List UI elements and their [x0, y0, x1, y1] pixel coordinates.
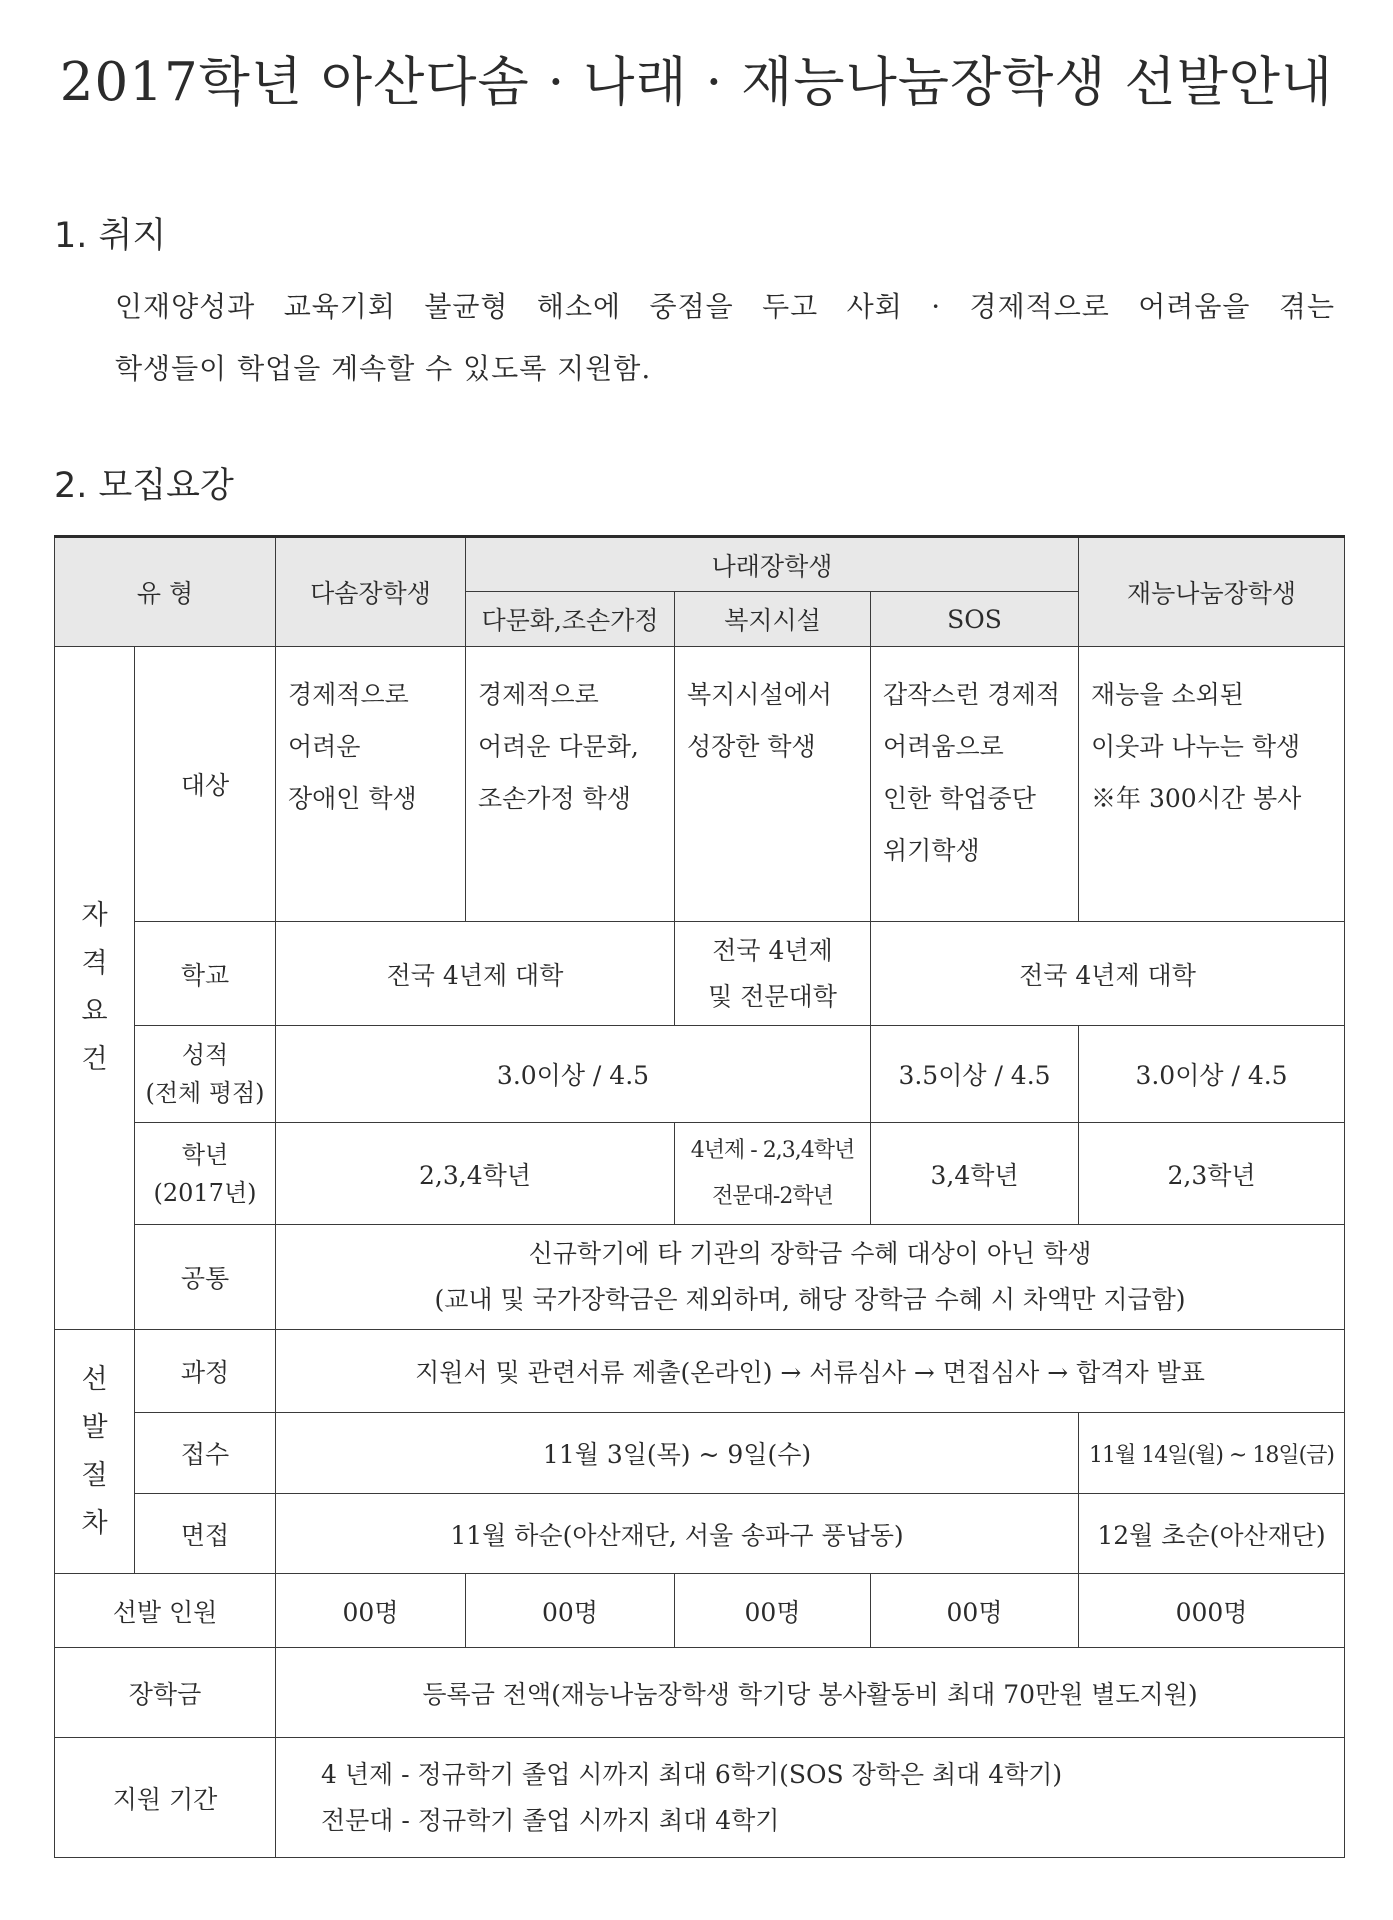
- school-label: 학교: [135, 922, 276, 1026]
- qualification-group-label: 자 격 요 건: [55, 647, 135, 1330]
- receipt-talent: 11월 14일(월) ~ 18일(금): [1079, 1413, 1345, 1494]
- interview-talent: 12월 초순(아산재단): [1079, 1494, 1345, 1574]
- recruitment-table: [54, 535, 1345, 1858]
- selection-group-label: 선 발 절 차: [55, 1330, 135, 1574]
- quota-dasom: 00명: [276, 1574, 466, 1648]
- target-talent: 재능을 소외된 이웃과 나누는 학생 ※年 300시간 봉사: [1079, 647, 1345, 922]
- row-gpa: [55, 1026, 1345, 1123]
- year-welfare: 4년제 - 2,3,4학년 전문대-2학년: [675, 1123, 871, 1225]
- process-value: 지원서 및 관련서류 제출(온라인) → 서류심사 → 면접심사 → 합격자 발표: [276, 1330, 1345, 1413]
- section-recruitment-heading: 2. 모집요강: [54, 466, 234, 506]
- target-sos: 갑작스런 경제적 어려움으로 인한 학업중단 위기학생: [871, 647, 1079, 922]
- interview-label: 면접: [135, 1494, 276, 1574]
- year-sos: 3,4학년: [871, 1123, 1079, 1225]
- section-purpose-text: [115, 276, 1335, 400]
- receipt-left: 11월 3일(목) ~ 9일(수): [276, 1413, 1079, 1494]
- row-interview: [55, 1494, 1345, 1574]
- year-talent: 2,3학년: [1079, 1123, 1345, 1225]
- gpa-sos: 3.5이상 / 4.5: [871, 1026, 1079, 1123]
- school-left: 전국 4년제 대학: [276, 922, 675, 1026]
- header-narae-multicultural: 다문화,조손가정: [466, 592, 675, 647]
- row-year: [55, 1123, 1345, 1225]
- header-talent: 재능나눔장학생: [1079, 537, 1345, 647]
- quota-label: 선발 인원: [55, 1574, 276, 1648]
- interview-left: 11월 하순(아산재단, 서울 송파구 풍납동): [276, 1494, 1079, 1574]
- school-right: 전국 4년제 대학: [871, 922, 1345, 1026]
- quota-welfare: 00명: [675, 1574, 871, 1648]
- target-multicultural: 경제적으로 어려운 다문화, 조손가정 학생: [466, 647, 675, 922]
- target-label: 대상: [135, 647, 276, 922]
- section-purpose-heading: 1. 취지: [54, 216, 167, 256]
- table-header-row-1: [55, 537, 1345, 592]
- period-label: 지원 기간: [55, 1738, 276, 1858]
- process-label: 과정: [135, 1330, 276, 1413]
- scholarship-label: 장학금: [55, 1648, 276, 1738]
- scholarship-value: 등록금 전액(재능나눔장학생 학기당 봉사활동비 최대 70만원 별도지원): [276, 1648, 1345, 1738]
- target-dasom: 경제적으로 어려운 장애인 학생: [276, 647, 466, 922]
- purpose-line-1: 인재양성과 교육기회 불균형 해소에 중점을 두고 사회 · 경제적으로 어려움을 겪는: [115, 290, 1335, 323]
- row-scholarship: [55, 1648, 1345, 1738]
- gpa-talent: 3.0이상 / 4.5: [1079, 1026, 1345, 1123]
- quota-talent: 000명: [1079, 1574, 1345, 1648]
- common-label: 공통: [135, 1225, 276, 1330]
- row-quota: [55, 1574, 1345, 1648]
- gpa-left: 3.0이상 / 4.5: [276, 1026, 871, 1123]
- quota-multicultural: 00명: [466, 1574, 675, 1648]
- receipt-label: 접수: [135, 1413, 276, 1494]
- period-value: 4 년제 - 정규학기 졸업 시까지 최대 6학기(SOS 장학은 최대 4학기) 전문대 - 정규학기 졸업 시까지 최대 4학기: [276, 1738, 1345, 1858]
- row-receipt: [55, 1413, 1345, 1494]
- header-narae-sos: SOS: [871, 592, 1079, 647]
- header-narae: 나래장학생: [466, 537, 1079, 592]
- row-process: [55, 1330, 1345, 1413]
- header-narae-welfare: 복지시설: [675, 592, 871, 647]
- year-label: 학년 (2017년): [135, 1123, 276, 1225]
- quota-sos: 00명: [871, 1574, 1079, 1648]
- year-left: 2,3,4학년: [276, 1123, 675, 1225]
- common-value: 신규학기에 타 기관의 장학금 수혜 대상이 아닌 학생 (교내 및 국가장학금은 제외하며, 해당 장학금 수혜 시 차액만 지급함): [276, 1225, 1345, 1330]
- purpose-line-2: 학생들이 학업을 계속할 수 있도록 지원함.: [115, 352, 652, 385]
- school-welfare: 전국 4년제 및 전문대학: [675, 922, 871, 1026]
- row-school: [55, 922, 1345, 1026]
- header-dasom: 다솜장학생: [276, 537, 466, 647]
- gpa-label: 성적 (전체 평점): [135, 1026, 276, 1123]
- header-type: 유 형: [55, 537, 276, 647]
- row-period: [55, 1738, 1345, 1858]
- target-welfare: 복지시설에서 성장한 학생: [675, 647, 871, 922]
- row-target: [55, 647, 1345, 922]
- row-common: [55, 1225, 1345, 1330]
- page-title: 2017학년 아산다솜 · 나래 · 재능나눔장학생 선발안내: [59, 52, 1334, 113]
